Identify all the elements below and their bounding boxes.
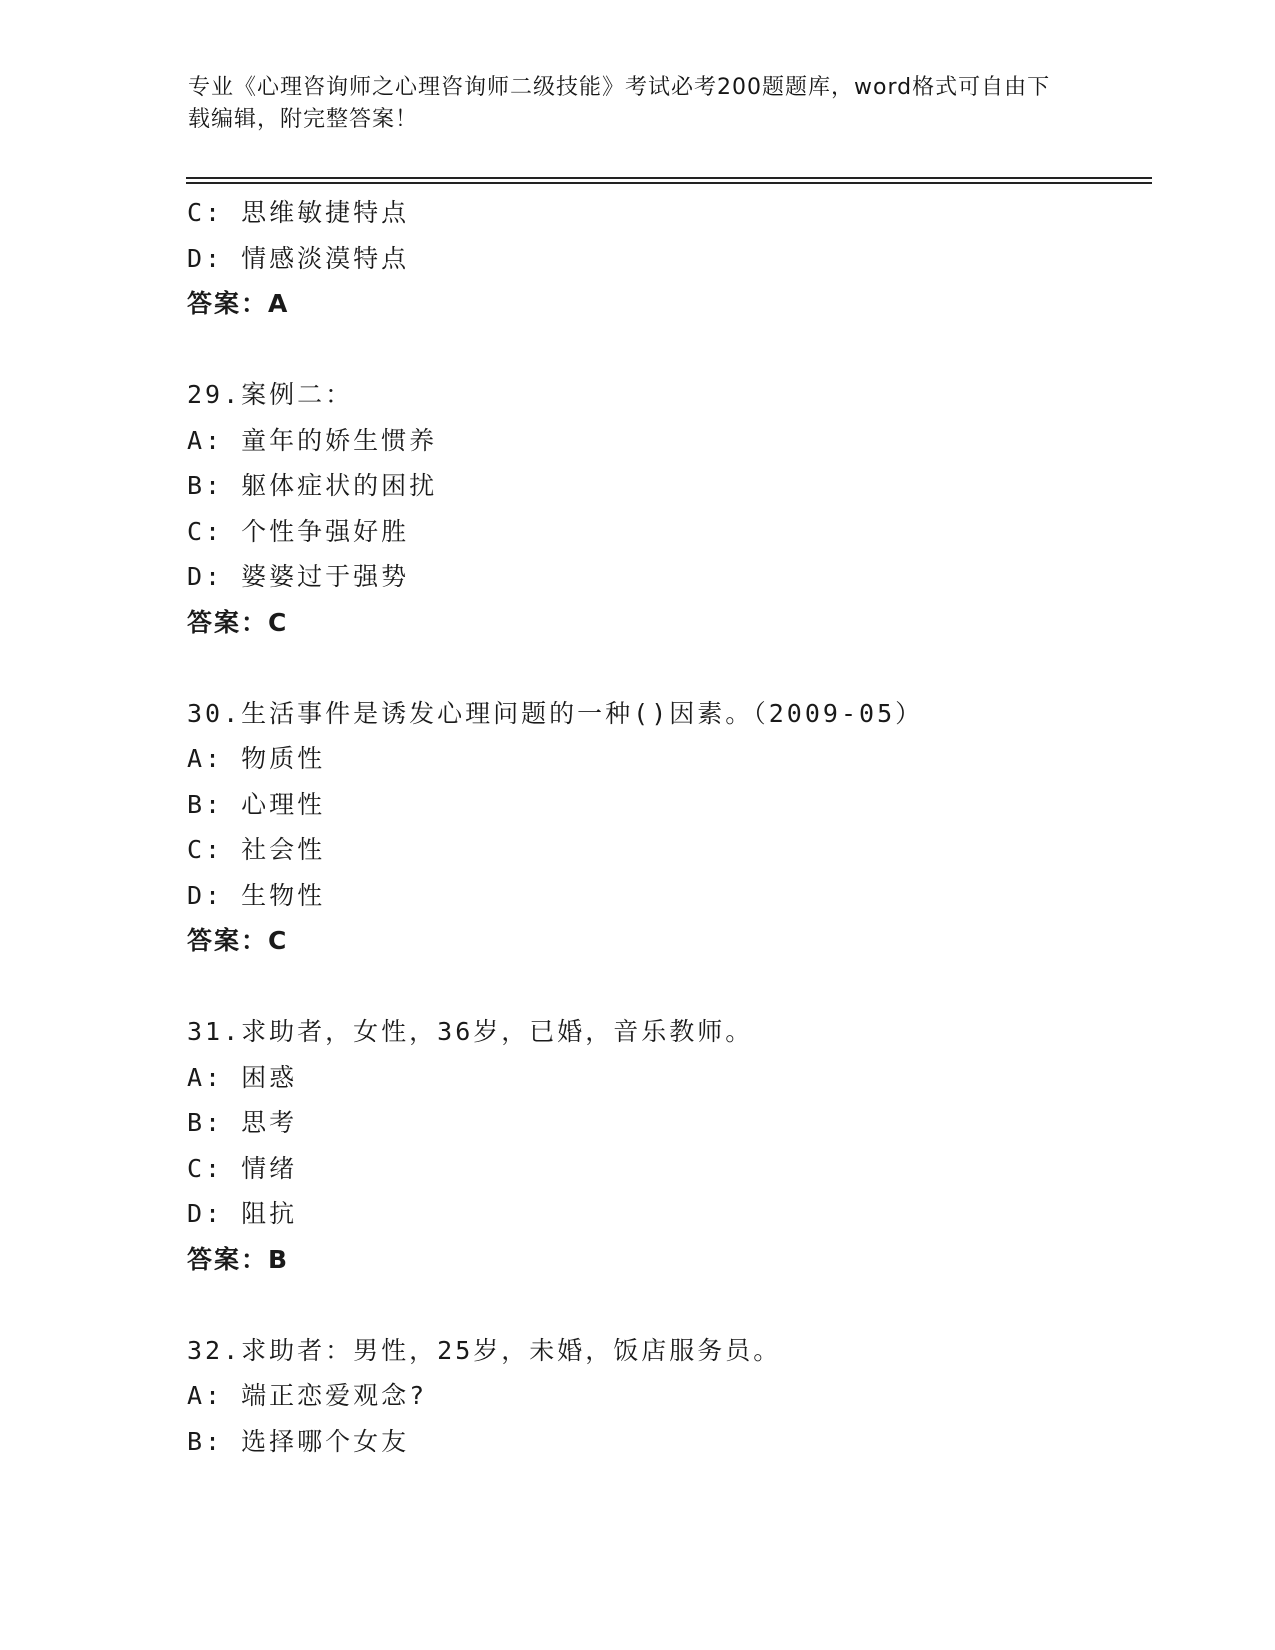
answer-line: 答案：C (187, 607, 289, 637)
option-a: A: 端正恋爱观念? (187, 1381, 428, 1410)
option-b: B: 选择哪个女友 (187, 1426, 410, 1456)
question-text: 32.求助者：男性，25岁，未婚，饭店服务员。 (187, 1335, 782, 1365)
option-a: A: 困惑 (187, 1062, 298, 1092)
spacer (187, 1282, 1147, 1328)
option-c: C: 个性争强好胜 (187, 516, 410, 546)
option-a: A: 童年的娇生惯养 (187, 425, 438, 455)
option-a: A: 物质性 (187, 744, 326, 773)
question-text: 31.求助者，女性，36岁，已婚，音乐教师。 (187, 1017, 754, 1046)
option-c: C: 思维敏捷特点 (187, 198, 410, 227)
spacer (187, 327, 1147, 373)
option-b: B: 思考 (187, 1108, 298, 1137)
option-d: D: 情感淡漠特点 (187, 243, 410, 273)
spacer (187, 645, 1147, 691)
question-text: 29.案例二： (187, 380, 354, 409)
question-block-30 (187, 691, 1147, 964)
question-block-prev (187, 190, 1147, 327)
spacer (187, 964, 1147, 1010)
question-block-29 (187, 372, 1147, 645)
option-c: C: 社会性 (187, 835, 326, 864)
question-block-32 (187, 1328, 1147, 1465)
option-c: C: 情绪 (187, 1153, 298, 1183)
answer-line: 答案：B (187, 1244, 290, 1274)
question-text: 30.生活事件是诱发心理问题的一种()因素。（2009-05） (187, 698, 924, 728)
option-b: B: 躯体症状的困扰 (187, 471, 438, 500)
header-divider-top (186, 177, 1152, 179)
answer-line: 答案：C (187, 926, 289, 955)
option-b: B: 心理性 (187, 789, 326, 819)
question-block-31 (187, 1009, 1147, 1282)
option-d: D: 生物性 (187, 880, 326, 910)
document-header: 专业《心理咨询师之心理咨询师二级技能》考试必考200题题库，word格式可自由下载编辑，附完整答案！ (188, 75, 1051, 132)
question-list (187, 190, 1147, 1464)
header-divider-bottom (186, 182, 1152, 184)
option-d: D: 婆婆过于强势 (187, 562, 410, 591)
answer-line: 答案：A (187, 289, 290, 318)
option-d: D: 阻抗 (187, 1199, 298, 1228)
